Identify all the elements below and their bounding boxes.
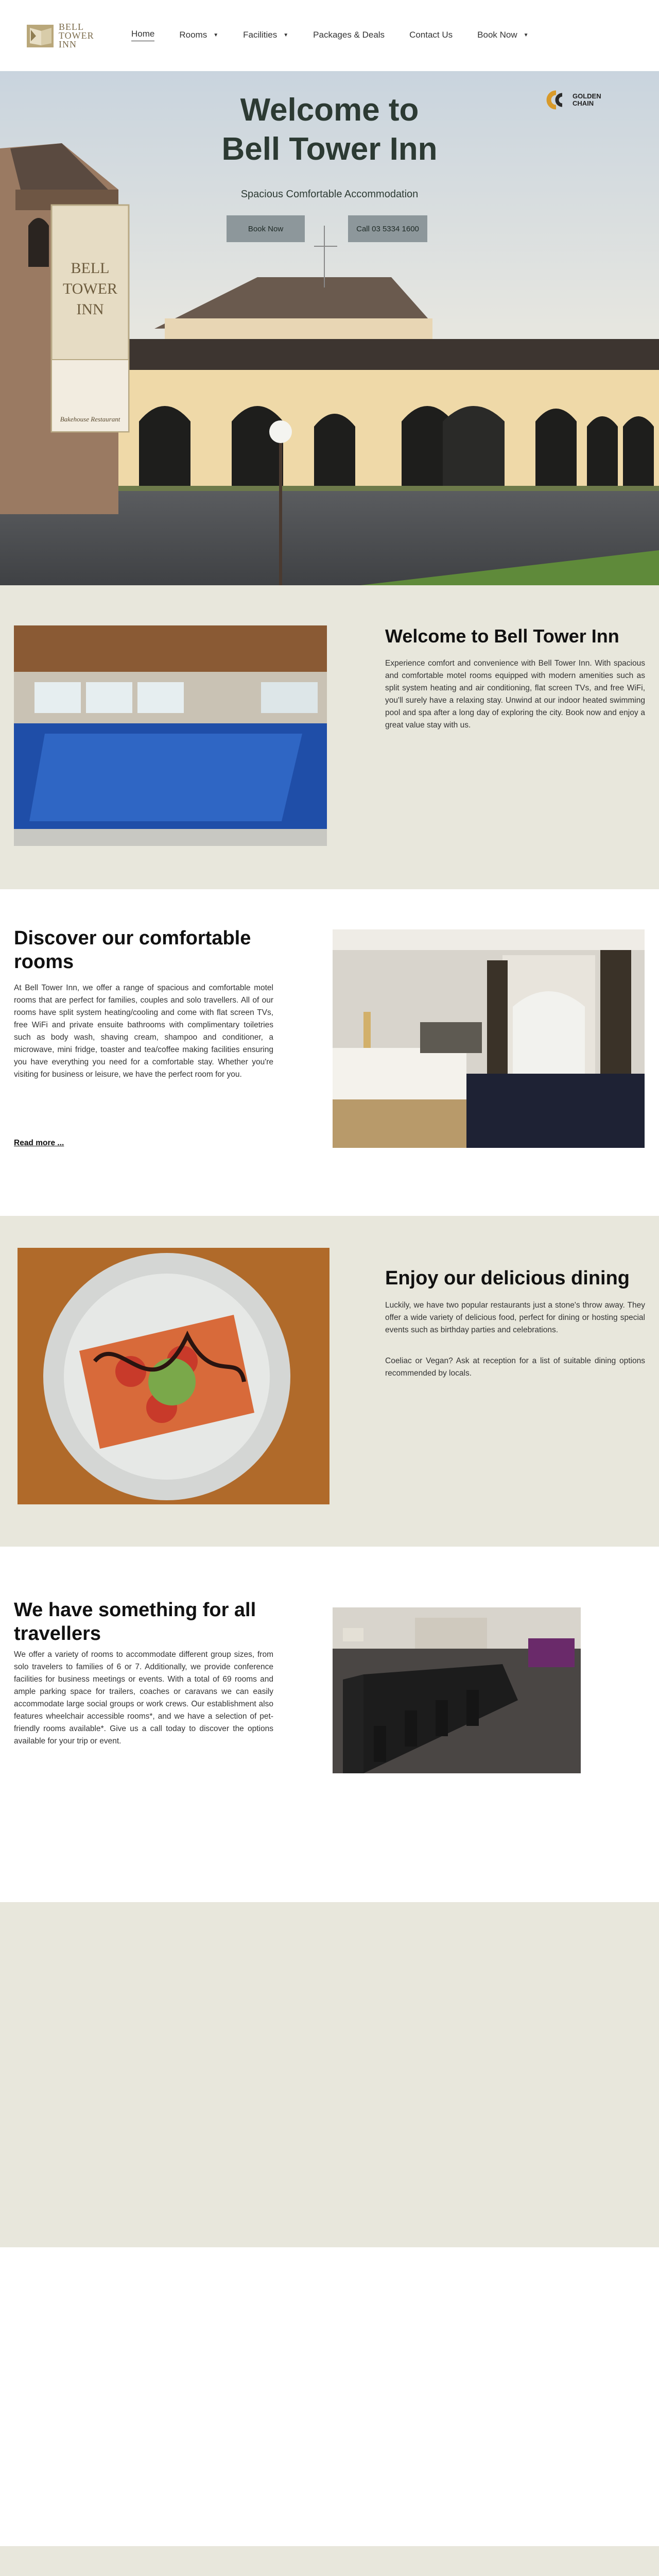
logo-book-icon (26, 21, 56, 50)
badge-line2: CHAIN (573, 99, 594, 107)
hero-call-button[interactable]: Call 03 5334 1600 (348, 215, 427, 242)
hero-sign-line3: INN (76, 301, 104, 318)
hero-subtitle: Spacious Comfortable Accommodation (240, 189, 419, 200)
nav-label: Book Now (477, 30, 517, 40)
dining-title: Enjoy our delicious dining (385, 1267, 630, 1289)
logo-wordmark (59, 23, 94, 49)
footer-band (0, 2546, 659, 2576)
rooms-body: At Bell Tower Inn, we offer a range of spacious and comfortable motel rooms that are perfect for families, couples and solo travellers. All of our rooms have split system heating/cooling and come with flat screen TVs, free WiFi and private ensuite bathrooms with complimentary toiletries such as body wash, shaving cream, shampoo and conditioner, a microwave, mini fridge, toaster and tea/coffee making facilities ensuring you have everything you need for a comfortable stay. Whether you're visiting for business or leisure, we have the perfect room for you. (14, 984, 273, 1079)
golden-chain-badge (545, 90, 601, 110)
dining-photo (18, 1248, 330, 1504)
empty-section-2 (0, 2247, 659, 2546)
golden-chain-icon (545, 90, 569, 110)
hero-sign-line1: BELL (71, 260, 110, 277)
rooms-read-more-link[interactable]: Read more ... (14, 1139, 64, 1147)
nav-item-book-now[interactable] (477, 29, 528, 41)
caret-down-icon: ▼ (283, 32, 289, 38)
hero-sign-tagline: Bakehouse Restaurant (60, 415, 120, 423)
rooms-section (0, 889, 659, 1216)
travellers-title: We have something for all travellers (14, 1599, 256, 1645)
dining-body-2: Coeliac or Vegan? Ask at reception for a list of suitable dining options recommended by locals. (385, 1357, 645, 1378)
room-photo (333, 929, 645, 1148)
dining-body-1: Luckily, we have two popular restaurants just a stone's throw away. They offer a wide variety of delicious food, perfect for dining or hosting special events such as birthday parties and celebrations. (385, 1301, 645, 1334)
travellers-section (0, 1547, 659, 1902)
travellers-body: We offer a variety of rooms to accommodate different group sizes, from solo travelers to families of 6 or 7. Additionally, we provide conference facilities for business meetings or events. With a total of 69 rooms and ample parking space for trailers, coaches or caravans we can easily accommodate large social groups or work crews. Our establishment also features wheelchair accessible rooms*, and we have a selection of pet-friendly rooms available*. Give us a call today to discover the options available for your trip or event. (14, 1650, 273, 1745)
dining-section (0, 1216, 659, 1547)
logo-line1: BELL (59, 21, 84, 32)
nav-label: Rooms (179, 30, 207, 40)
nav-item-packages[interactable] (313, 29, 385, 41)
nav-item-facilities[interactable] (243, 29, 288, 41)
main-nav (131, 29, 553, 41)
hero-sign-line2: TOWER (62, 280, 118, 297)
logo-line2: TOWER (59, 30, 94, 41)
nav-label: Home (131, 29, 154, 41)
nav-label: Contact Us (409, 30, 453, 40)
caret-down-icon: ▼ (213, 32, 219, 38)
welcome-section (0, 585, 659, 889)
empty-section-1 (0, 1902, 659, 2247)
caret-down-icon: ▼ (523, 32, 529, 38)
hero-book-now-button[interactable]: Book Now (227, 215, 305, 242)
nav-item-contact[interactable] (409, 29, 453, 41)
welcome-body: Experience comfort and convenience with Bell Tower Inn. With spacious and comfortable motel rooms equipped with modern amenities such as split system heating and air conditioning, flat screen TVs, and free WiFi, you'll surely have a relaxing stay. Unwind at our indoor heated swimming pool and spa after a long day of exploring the city. Book now and enjoy a great value stay with us. (385, 659, 645, 730)
badge-line1: GOLDEN (573, 92, 601, 100)
hero-title-line2: Bell Tower Inn (221, 131, 438, 167)
nav-item-home[interactable] (131, 29, 154, 41)
site-header (0, 0, 659, 71)
logo-line3: INN (59, 39, 77, 49)
nav-item-rooms[interactable] (179, 29, 218, 41)
hero-title-line1: Welcome to (240, 92, 419, 128)
welcome-title: Welcome to Bell Tower Inn (385, 625, 619, 647)
conference-room-photo (333, 1607, 581, 1773)
hero-section (0, 71, 659, 585)
pool-photo (14, 625, 327, 846)
nav-label: Facilities (243, 30, 278, 40)
rooms-title: Discover our comfortable rooms (14, 927, 251, 973)
nav-label: Packages & Deals (313, 30, 385, 40)
site-logo[interactable] (26, 19, 98, 53)
